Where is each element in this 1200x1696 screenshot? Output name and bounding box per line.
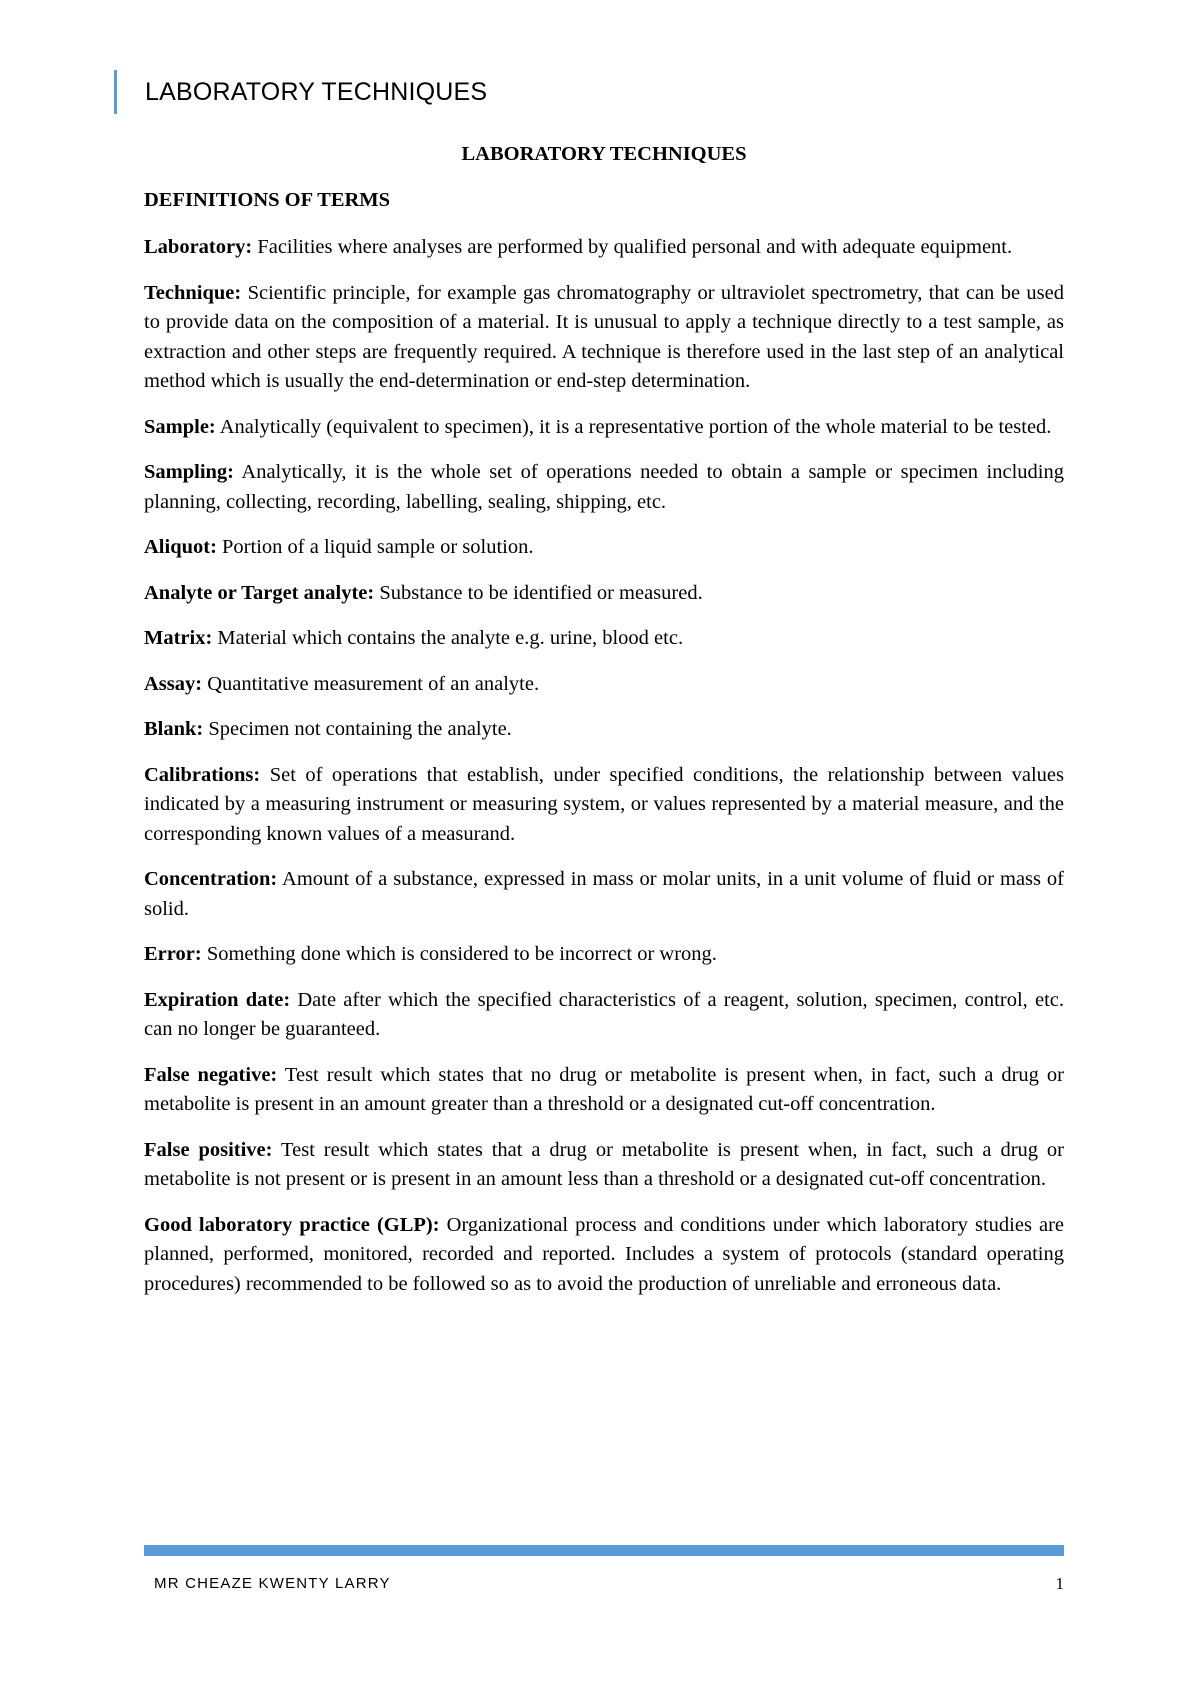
- definition-analyte: [144, 579, 1064, 609]
- definition-term: Matrix:: [144, 627, 213, 649]
- definition-sampling: [144, 458, 1064, 517]
- footer-divider: [144, 1545, 1064, 1556]
- definition-text: Material which contains the analyte e.g. urine, blood etc.: [217, 627, 684, 649]
- header-accent-bar: [114, 70, 117, 114]
- definition-term: False negative:: [144, 1063, 278, 1086]
- definition-term: Analyte or Target analyte:: [144, 581, 375, 604]
- page-number: 1: [1055, 1574, 1064, 1593]
- definition-false-negative: [144, 1061, 1064, 1120]
- definition-matrix: [144, 624, 1064, 654]
- definition-term: Aliquot:: [144, 536, 217, 558]
- definition-text: Something done which is considered to be incorrect or wrong.: [206, 943, 717, 965]
- definition-text: Scientific principle, for example gas chromatography or ultraviolet spectrometry, that can be used to provide data on the composition of a material. It is unusual to apply a technique directly to a test sample, as extraction and other steps are frequently required. A technique is therefore used in the last step of an analytical method which is usually the end-determination or end-step determination.: [144, 281, 1064, 392]
- definition-text: Amount of a substance, expressed in mass or molar units, in a unit volume of fluid or mass of solid.: [144, 868, 1065, 920]
- definition-term: Technique:: [144, 281, 242, 304]
- definition-concentration: [144, 865, 1064, 924]
- definition-term: Expiration date:: [144, 988, 291, 1011]
- definition-text: Analytically, it is the whole set of operations needed to obtain a sample or specimen including planning, collecting, recording, labelling, sealing, shipping, etc.: [144, 461, 1064, 513]
- definition-text: Test result which states that a drug or metabolite is present when, in fact, such a drug or metabolite is not present or is present in an amount less than a threshold or a designated cut-off concentration.: [144, 1138, 1064, 1190]
- definition-expiration-date: [144, 986, 1064, 1045]
- definition-text: Set of operations that establish, under specified conditions, the relationship between values indicated by a measuring instrument or measuring system, or values represented by a material measure, and the corresponding known values of a measurand.: [144, 763, 1065, 845]
- definition-text: Test result which states that no drug or metabolite is present when, in fact, such a drug or metabolite is present in an amount greater than a threshold or a designated cut-off concentration.: [144, 1063, 1064, 1115]
- definition-technique: [144, 279, 1064, 397]
- definition-sample: [144, 413, 1064, 443]
- document-title: LABORATORY TECHNIQUES: [461, 143, 747, 165]
- definition-term: Laboratory:: [144, 236, 253, 258]
- definition-term: False positive:: [144, 1138, 273, 1161]
- definition-aliquot: [144, 533, 1064, 563]
- definition-blank: [144, 715, 1064, 745]
- definition-term: Sample:: [144, 415, 216, 438]
- definition-term: Blank:: [144, 718, 204, 740]
- definition-text: Quantitative measurement of an analyte.: [207, 672, 540, 695]
- definition-glp: [144, 1211, 1064, 1300]
- definition-text: Specimen not containing the analyte.: [208, 718, 512, 740]
- definition-text: Analytically (equivalent to specimen), it is a representative portion of the whole material to be tested.: [219, 415, 1052, 438]
- definition-text: Substance to be identified or measured.: [379, 581, 703, 604]
- definition-calibrations: [144, 761, 1064, 850]
- definition-text: Date after which the specified characteristics of a reagent, solution, specimen, control, etc. can no longer be guaranteed.: [144, 988, 1064, 1040]
- definition-text: Portion of a liquid sample or solution.: [222, 536, 534, 558]
- definition-term: Calibrations:: [144, 763, 261, 786]
- page-header: [114, 70, 487, 114]
- definition-text: Organizational process and conditions under which laboratory studies are planned, performed, monitored, recorded and reported. Includes a system of protocols (standard operating procedures) recommended to be followed so as to avoid the production of unreliable and erroneous data.: [144, 1213, 1064, 1295]
- definition-term: Concentration:: [144, 868, 278, 890]
- definition-term: Assay:: [144, 672, 203, 695]
- header-title: LABORATORY TECHNIQUES: [145, 77, 488, 106]
- definition-laboratory: [144, 233, 1064, 263]
- document-body: [144, 140, 1064, 1315]
- definition-assay: [144, 670, 1064, 700]
- definition-term: Error:: [144, 943, 202, 965]
- definition-error: [144, 940, 1064, 970]
- definition-text: Facilities where analyses are performed by qualified personal and with adequate equipment.: [257, 236, 1013, 258]
- footer-author: MR CHEAZE KWENTY LARRY: [154, 1575, 391, 1592]
- definition-false-positive: [144, 1136, 1064, 1195]
- definition-term: Sampling:: [144, 461, 234, 483]
- section-heading: DEFINITIONS OF TERMS: [144, 188, 391, 211]
- definition-term: Good laboratory practice (GLP):: [144, 1213, 440, 1236]
